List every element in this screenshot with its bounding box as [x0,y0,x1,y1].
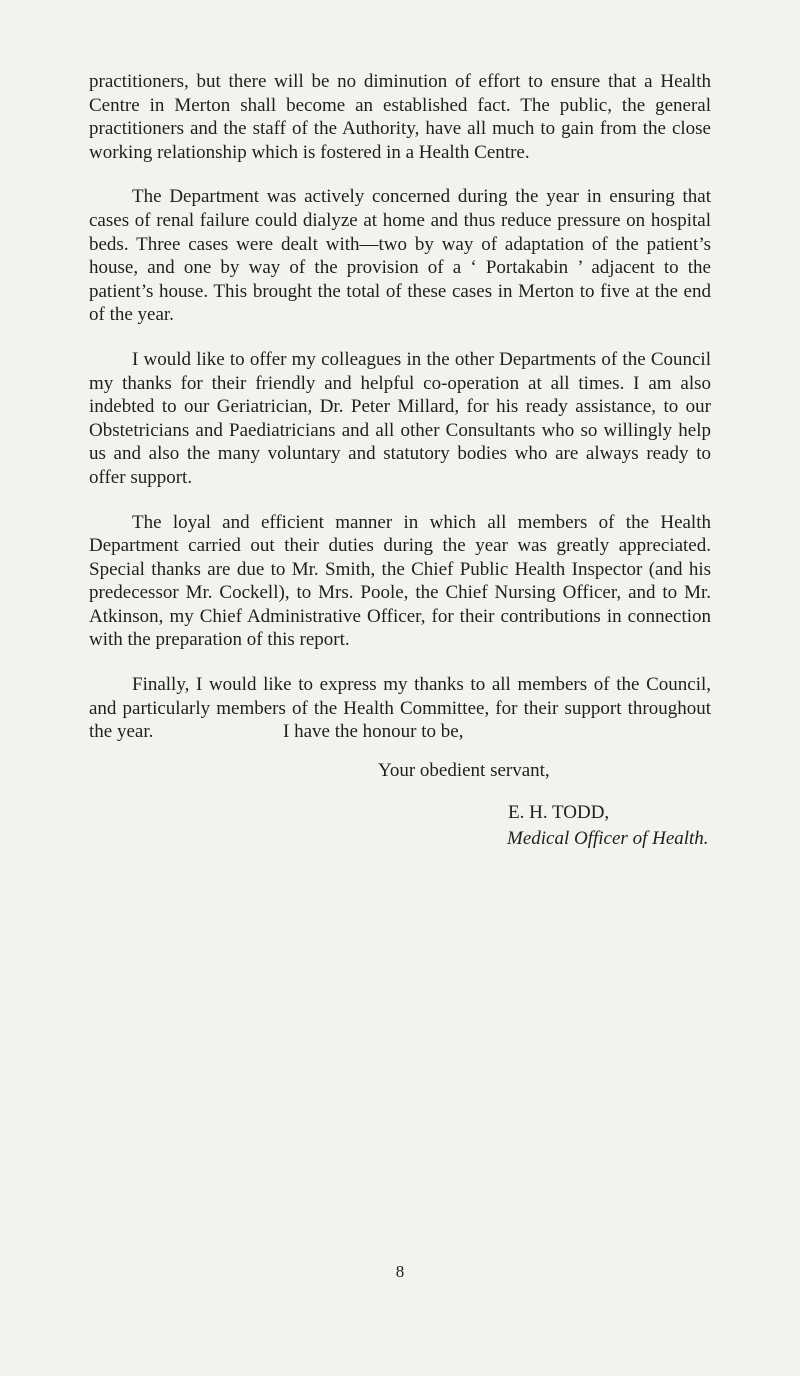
closing-servant: Your obedient servant, [378,760,550,781]
signatory-name: E. H. TODD, [508,802,610,823]
report-body [89,70,711,765]
closing-honour: I have the honour to be, [283,721,464,742]
paragraph-health-centre: practitioners, but there will be no diminution of effort to ensure that a Health Centre in Merton shall become an established fact. The public, the general practitioners and the staff of the Authority, have all much to gain from the close working relationship which is fostered in a Health Centre. [89,71,711,163]
page-number: 8 [395,1262,405,1281]
paragraph-thanks-colleagues: I would like to offer my colleagues in the other Departments of the Council my thanks for their friendly and helpful co-operation at all times. I am also indebted to our Geriatrician, Dr. Peter Millard, for his ready assistance, to our Obstetricians and Paediatricians and all other Consultants who so willingly help us and also the many voluntary and statutory bodies who are always ready to offer support. [89,348,711,488]
paragraph-renal-dialysis: The Department was actively concerned during the year in ensuring that cases of renal failure could dialyze at home and thus reduce pressure on hospital beds. Three cases were dealt with—two by way of adaptation of the patient’s house, and one by way of the provision of a ‘ Portakabin ’ adjacent to the patient’s house. This brought the total of these cases in Merton to five at the end of the year. [89,186,711,326]
paragraph-thanks-staff: The loyal and efficient manner in which all members of the Health Department carried out their duties during the year was greatly appreciated. Special thanks are due to Mr. Smith, the Chief Public Health Inspector (and his predecessor Mr. Cockell), to Mrs. Poole, the Chief Nursing Officer, and to Mr. Atkinson, my Chief Administrative Officer, for their contributions in connection with the preparation of this report. [89,511,711,651]
paragraph-thanks-council: Finally, I would like to express my thanks to all members of the Council, and particularly members of the Health Committee, for their support throughout the year. [89,674,711,743]
signatory-title: Medical Officer of Health. [507,828,709,849]
